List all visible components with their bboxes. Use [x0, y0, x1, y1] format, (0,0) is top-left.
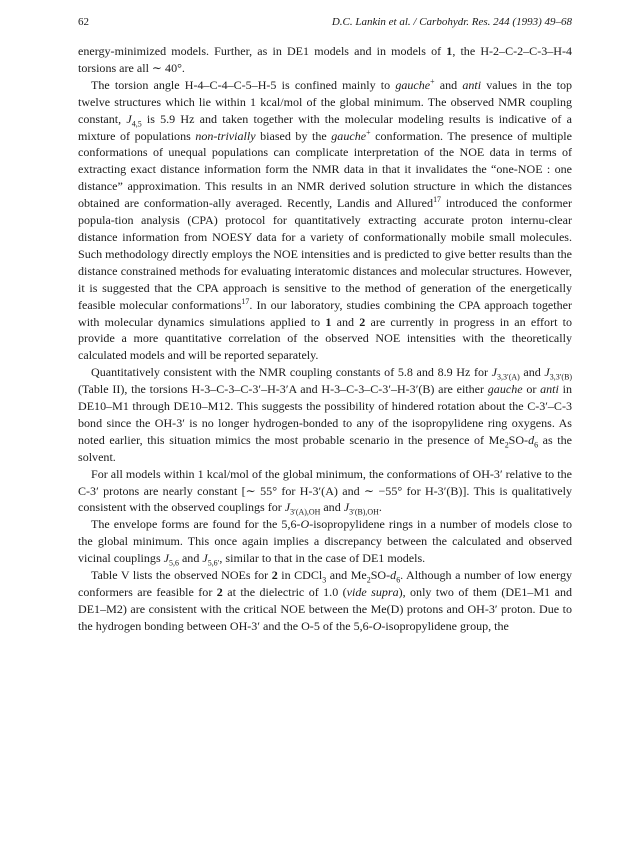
text-run: or — [522, 382, 541, 397]
text-run: -isopropylidene group, the — [381, 618, 509, 633]
italic-text: J — [126, 111, 132, 126]
text-run: values in the top twelve structures which lie within 1 kcal/mol of the global minimum. The observed NMR coupling constant, — [78, 77, 572, 126]
text-run: is 5.9 Hz and taken together with the molecular modeling results is indicative of a mixture of populations — [78, 111, 572, 143]
bold-compound-number: 2 — [271, 568, 278, 583]
subscript: 6 — [396, 575, 401, 585]
italic-text: gauche — [395, 77, 431, 92]
text-run: and — [178, 551, 203, 566]
text-run: at the dielectric of 1.0 ( — [222, 585, 347, 599]
article-body — [78, 43, 572, 635]
text-run: . In our laboratory, studies combining the CPA approach together with molecular dynamics simulations applied to — [78, 297, 573, 329]
text-run: and — [320, 500, 344, 515]
italic-text: anti — [540, 382, 559, 397]
subscript: 3′(B),OH — [349, 507, 379, 517]
text-run: ), only two of them (DE1–M1 and DE1–M2) are consistent with the critical NOE between the Me(D) protons and OH-3′ proton. Due to the hydrogen bonding between OH-3′ and the O-5 of the 5,6- — [78, 585, 572, 633]
text-run: SO- — [370, 568, 391, 583]
paragraph — [78, 567, 572, 635]
text-run: as the solvent. — [78, 432, 572, 464]
italic-text: J — [544, 365, 550, 380]
italic-text: O — [300, 517, 310, 532]
text-run: in DE10–M1 through DE10–M12. This suggests the possibility of hindered rotation about the C-3′–C-3 bond since the OH-3′ is no longer hydrogen-bonded to any of the isopropylidene ring oxygens. As noted earlier, this situation mimics the most probable scenario in the presence of Me — [78, 382, 572, 447]
text-run: are currently in progress in an effort to provide a more quantitative correlation of the observed NOE intensities with the theoretically calculated models and will be reported separately. — [78, 314, 573, 363]
bold-compound-number: 2 — [216, 585, 223, 599]
text-run: , the H-2–C-2–C-3–H-4 torsions are all ∼ 40°. — [78, 44, 572, 75]
text-run: Quantitatively consistent with the NMR coupling constants of 5.8 and 8.9 Hz for — [91, 365, 492, 380]
text-run: energy-minimized models. Further, as in DE1 models and in models of — [78, 44, 447, 58]
text-run: and — [519, 365, 545, 380]
superscript: + — [366, 127, 371, 137]
superscript: 17 — [241, 296, 250, 306]
subscript: 3,3′(A) — [497, 372, 520, 382]
italic-text: d — [528, 432, 535, 447]
text-run: For all models within 1 kcal/mol of the global minimum, the conformations of OH-3′ relative to the C-3′ protons are nearly constant [∼ 55° for H-3′(A) and ∼ −55° for H-3′(B)]. This is qualitatively consistent with the observed couplings for — [78, 466, 572, 515]
subscript: 2 — [504, 440, 509, 450]
text-run: . Although a number of low energy conformers are feasible for — [78, 568, 573, 599]
subscript: 5,6′ — [207, 558, 220, 568]
paragraph — [78, 516, 572, 567]
italic-text: J — [163, 551, 170, 566]
text-run: . — [378, 500, 382, 515]
italic-text: J — [343, 500, 350, 515]
running-head: D.C. Lankin et al. / Carbohydr. Res. 244 (1993) 49–68 — [331, 16, 572, 28]
italic-text: O — [372, 618, 382, 633]
text-run: The envelope forms are found for the 5,6- — [91, 517, 301, 532]
text-run: Table V lists the observed NOEs for — [91, 568, 272, 583]
text-run: (Table II), the torsions H-3–C-3–C-3′–H-3′A and H-3–C-3–C-3′–H-3′(B) are either — [78, 382, 488, 397]
paragraph — [78, 466, 572, 517]
bold-compound-number: 2 — [359, 314, 366, 329]
paragraph — [78, 43, 572, 77]
text-run: in CDCl — [277, 568, 323, 583]
italic-text: gauche — [331, 128, 367, 143]
italic-text: J — [202, 551, 208, 566]
italic-text: vide supra — [346, 585, 399, 599]
italic-text: d — [390, 568, 397, 583]
bold-compound-number: 1 — [325, 314, 332, 329]
subscript: 6 — [534, 440, 539, 450]
text-run: The torsion angle H-4–C-4–C-5–H-5 is confined mainly to — [91, 77, 396, 92]
italic-text: non-trivially — [195, 128, 256, 143]
bold-compound-number: 1 — [446, 44, 453, 58]
text-run: -isopropylidene rings in a number of models close to the global minimum. This once again implies a discrepancy between the calculated and observed vicinal couplings — [78, 517, 572, 566]
subscript: 3,3′(B) — [549, 372, 573, 382]
paragraph — [78, 364, 572, 465]
italic-text: gauche — [487, 382, 523, 397]
text-run: introduced the conformer popula-tion analysis (CPA) protocol for quantitatively extracting accurate proton internu-clear distance information from NOESY data for a variety of conformationally mobile small molecules. Such methodology directly employs the NOE intensities and is predicted to give better results than the distance constrained methods for evaluating interatomic distances and molecular structures. However, it is suggested that the CPA approach is sensitive to the method of generation of the energetically feasible molecular conformations — [78, 196, 572, 312]
text-run: and — [331, 314, 360, 329]
text-run: , similar to that in the case of DE1 models. — [219, 551, 426, 566]
text-run: biased by the — [255, 128, 332, 143]
italic-text: J — [284, 500, 291, 515]
subscript: 2 — [366, 575, 371, 585]
superscript: 17 — [433, 195, 441, 205]
text-run: and — [434, 77, 463, 92]
text-run: and Me — [326, 568, 367, 583]
subscript: 3 — [322, 575, 327, 585]
text-run: SO- — [508, 432, 529, 447]
italic-text: J — [491, 365, 498, 380]
text-run: conformation. The presence of multiple conformations of unequal populations can complicate interpretation of the NOE data in terms of extracting exact distance information form the NMR data in that it invalidates the “one-NOE : one distance” approximation. This results in an NMR derived solution structure in which the distances obtained are conformation-ally averaged. Recently, Landis and Allured — [78, 128, 572, 211]
subscript: 3′(A),OH — [290, 507, 321, 517]
page-header — [78, 14, 572, 30]
italic-text: anti — [462, 77, 482, 92]
superscript: + — [430, 76, 435, 86]
subscript: 4,5 — [131, 119, 142, 129]
paragraph — [78, 77, 572, 364]
page-number: 62 — [78, 16, 89, 28]
subscript: 5,6 — [169, 558, 179, 568]
